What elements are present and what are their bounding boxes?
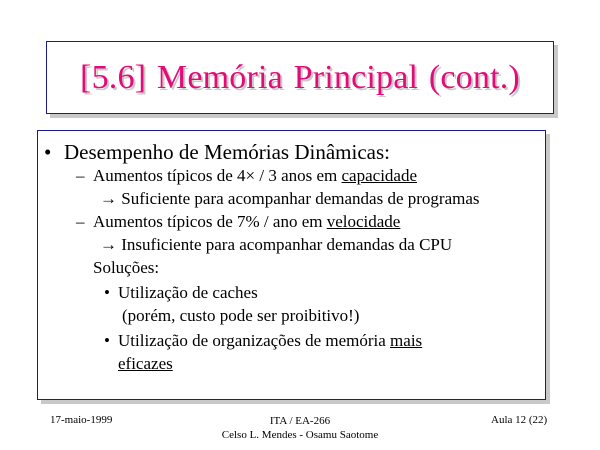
eficazes-underlined: eficazes xyxy=(118,354,173,373)
solution-caches-note: (porém, custo pode ser proibitivo!) xyxy=(122,306,360,325)
footer-date: 17-maio-1999 xyxy=(50,414,113,426)
mais-underlined: mais xyxy=(390,331,423,350)
bullet-icon: • xyxy=(104,331,110,350)
solution-organizations-text: Utilização de organizações de memória xyxy=(118,331,391,350)
footer-page: Aula 12 (22) xyxy=(491,414,548,426)
footer-authors: Celso L. Mendes - Osamu Saotome xyxy=(221,429,379,441)
sub-item-speed xyxy=(93,212,400,232)
sub-item-capacity-text: Aumentos típicos de 4× / 3 anos em xyxy=(93,166,342,185)
result-speed xyxy=(100,235,452,255)
arrow-icon: → xyxy=(100,189,117,208)
result-capacity xyxy=(100,189,480,209)
solutions-label: Soluções: xyxy=(93,258,160,277)
sub-item-capacity xyxy=(93,166,417,186)
main-bullet-text: Desempenho de Memórias Dinâmicas: xyxy=(64,140,390,164)
title-box xyxy=(46,41,554,114)
bullet-icon: • xyxy=(104,283,110,302)
solution-caches: Utilização de caches xyxy=(118,283,258,302)
footer-course: ITA / EA-266 xyxy=(269,415,331,427)
speed-underlined: velocidade xyxy=(326,212,401,231)
arrow-icon: → xyxy=(100,235,117,254)
capacity-underlined: capacidade xyxy=(341,166,418,185)
result-speed-text: Insuficiente para acompanhar demandas da CPU xyxy=(121,235,453,254)
slide-title: [5.6] Memória Principal (cont.) xyxy=(80,58,520,96)
content-box xyxy=(37,130,546,400)
result-capacity-text: Suficiente para acompanhar demandas de programas xyxy=(121,189,480,208)
dash-icon: – xyxy=(76,166,85,185)
main-bullet-icon: • xyxy=(44,140,52,164)
sub-item-speed-text: Aumentos típicos de 7% / ano em xyxy=(93,212,327,231)
solution-organizations xyxy=(118,331,422,351)
dash-icon: – xyxy=(76,212,85,231)
footer-center xyxy=(200,414,400,442)
